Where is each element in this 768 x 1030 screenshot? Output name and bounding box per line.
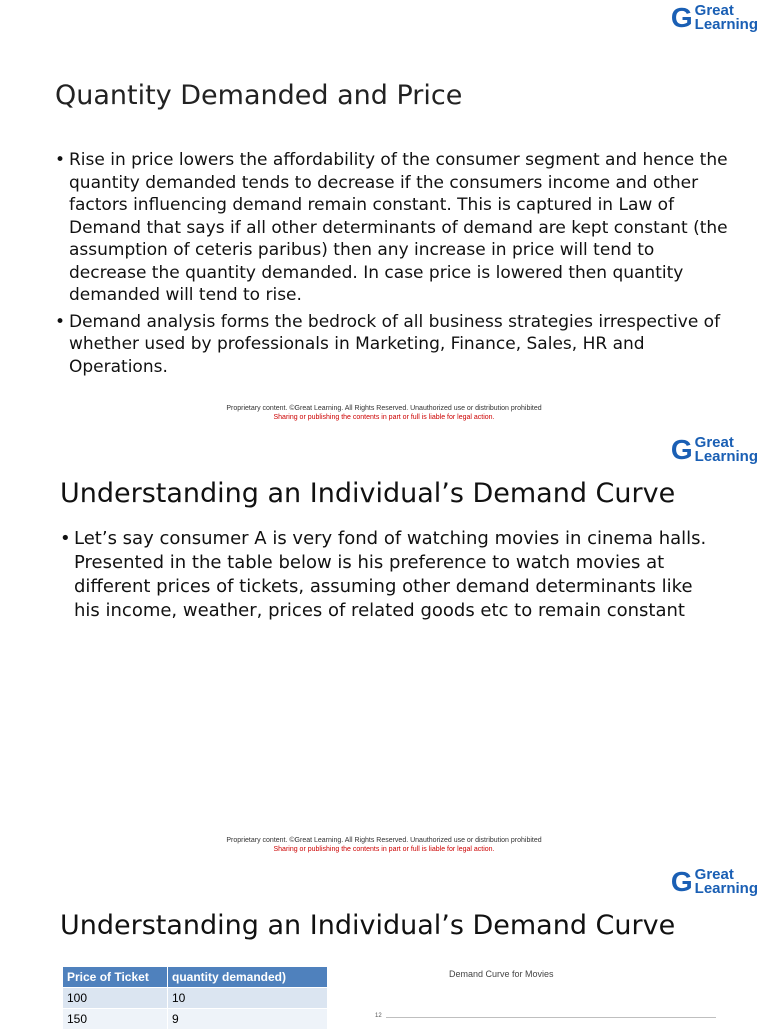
great-learning-logo <box>671 4 758 32</box>
cell-price: 100 <box>63 988 168 1009</box>
chart-title: Demand Curve for Movies <box>449 969 554 979</box>
footer-proprietary: Proprietary content. ©Great Learning. All Rights Reserved. Unauthorized use or distribution prohibited <box>226 405 542 412</box>
table-header-row <box>63 967 328 988</box>
footer-legal: Sharing or publishing the contents in part or full is liable for legal action. <box>273 414 495 421</box>
logo-line1: Great <box>694 2 734 19</box>
slide2-title: Understanding an Individual’s Demand Curve <box>60 478 676 509</box>
chart-gridline <box>386 1017 716 1018</box>
great-learning-logo <box>671 868 758 896</box>
header-quantity: quantity demanded) <box>168 967 328 988</box>
logo-line1: Great <box>694 866 734 883</box>
slide-1 <box>0 0 768 430</box>
cell-price: 150 <box>63 1009 168 1030</box>
slide1-bullet-2: • Demand analysis forms the bedrock of all business strategies irrespective of whether used by professionals in Marketing, Finance, Sales, HR and Operations. <box>55 311 735 379</box>
slide2-bullet-1: • Let’s say consumer A is very fond of watching movies in cinema halls. Presented in the table below is his preference to watch movies at different prices of tickets, assuming other demand determinants like his income, weather, prices of related goods etc to remain constant <box>60 527 720 623</box>
header-price: Price of Ticket <box>63 967 168 988</box>
slide1-bullets <box>55 149 735 378</box>
slide-3 <box>0 862 768 1024</box>
footer-legal: Sharing or publishing the contents in part or full is liable for legal action. <box>273 846 495 853</box>
slide1-title: Quantity Demanded and Price <box>55 80 463 111</box>
table-row <box>63 1009 328 1030</box>
footer-proprietary: Proprietary content. ©Great Learning. All Rights Reserved. Unauthorized use or distribution prohibited <box>226 837 542 844</box>
ticket-demand-table <box>62 966 328 1030</box>
slide2-bullets <box>60 527 720 623</box>
slide1-footer <box>0 404 768 422</box>
slide3-title: Understanding an Individual’s Demand Curve <box>60 910 676 941</box>
logo-g-icon: G <box>670 434 693 465</box>
logo-line2: Learning <box>694 448 758 465</box>
cell-quantity: 10 <box>168 988 328 1009</box>
logo-g-icon: G <box>670 2 693 33</box>
logo-line1: Great <box>694 434 734 451</box>
logo-line2: Learning <box>694 880 758 897</box>
table-row <box>63 988 328 1009</box>
slide1-bullet-1: • Rise in price lowers the affordability of the consumer segment and hence the quantity demanded tends to decrease if the consumers income and other factors influencing demand remain constant. This is captured in Law of Demand that says if all other determinants of demand are kept constant (the assumption of ceteris paribus) then any increase in price will tend to decrease the quantity demanded. In case price is lowered then quantity demanded will tend to rise. <box>55 149 735 307</box>
slide2-footer <box>0 836 768 854</box>
great-learning-logo <box>671 436 758 464</box>
slide-2 <box>0 430 768 862</box>
chart-y-tick: 12 <box>375 1013 382 1019</box>
cell-quantity: 9 <box>168 1009 328 1030</box>
logo-line2: Learning <box>694 16 758 33</box>
logo-g-icon: G <box>670 866 693 897</box>
